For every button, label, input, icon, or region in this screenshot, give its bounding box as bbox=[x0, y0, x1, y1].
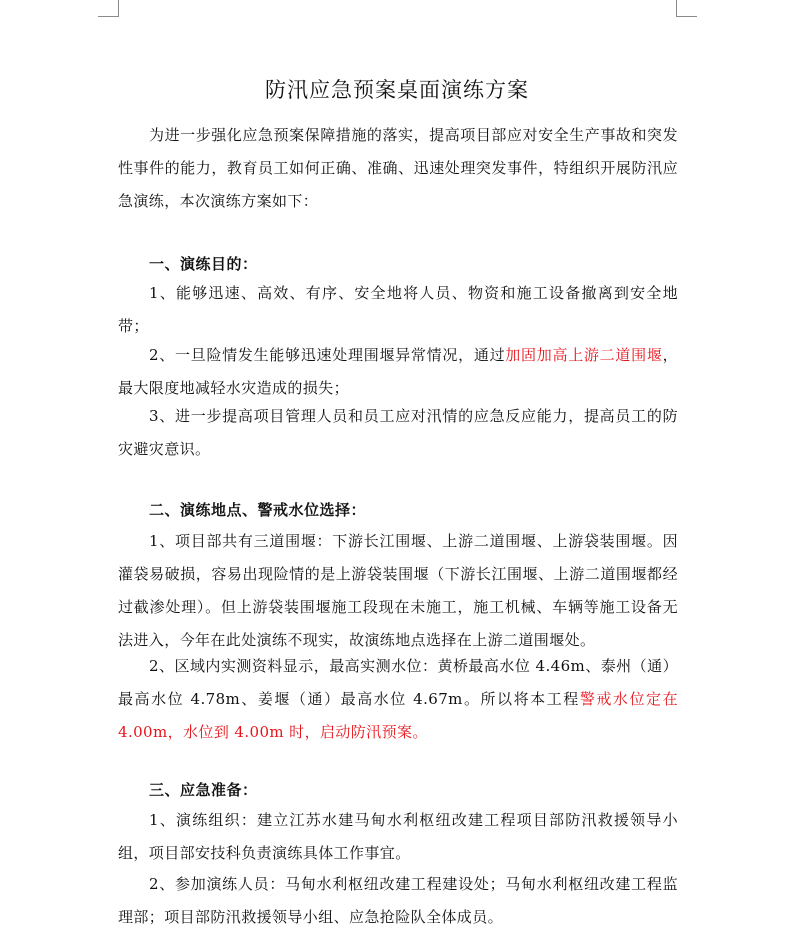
section-3-item-2: 2、参加演练人员：马甸水利枢纽改建工程建设处；马甸水利枢纽改建工程监理部；项目部防汛救援领导小组、应急抢险队全体成员。 bbox=[118, 875, 678, 926]
section-2-item-1: 1、项目部共有三道围堰：下游长江围堰、上游二道围堰、上游袋装围堰。因灌袋易破损，容易出现险情的是上游袋装围堰（下游长江围堰、上游二道围堰都经过截渗处理）。但上游袋装围堰施工段现在未施工，施工机械、车辆等施工设备无法进入，今年在此处演练不现实，故演练地点选择在上游二道围堰处。 bbox=[118, 532, 678, 649]
section-heading-3: 三、应急准备： bbox=[149, 781, 258, 799]
section-1-item-3: 3、进一步提高项目管理人员和员工应对汛情的应急反应能力，提高员工的防灾避灾意识。 bbox=[118, 407, 678, 458]
section-heading-2: 二、演练地点、警戒水位选择： bbox=[149, 501, 367, 519]
document-title: 防汛应急预案桌面演练方案 bbox=[265, 78, 529, 102]
crop-mark-top-left-h bbox=[98, 16, 119, 17]
item-text: 2、区域内实测资料显示，最高实测水位：黄桥最高水位 4.46m、泰州（通）最高水位 4.78m、姜堰（通）最高水位 4.67m。所以将本工程 bbox=[118, 657, 678, 708]
crop-mark-top-left-v bbox=[118, 0, 119, 16]
section-heading-1: 一、演练目的： bbox=[149, 255, 258, 273]
highlight-text: 警戒水位定在 4.00m，水位到 4.00m 时，启动防汛预案。 bbox=[118, 690, 678, 741]
item-text: ，最大限度地减轻水灾造成的损失； bbox=[118, 346, 678, 397]
highlight-text: 加固加高上游二道围堰 bbox=[505, 346, 663, 364]
crop-mark-top-right-v bbox=[676, 0, 677, 16]
section-2-item-2 bbox=[118, 650, 678, 749]
item-text: 2、一旦险情发生能够迅速处理围堰异常情况，通过 bbox=[149, 346, 506, 364]
section-1-item-2 bbox=[118, 339, 678, 405]
crop-mark-top-right-h bbox=[676, 16, 697, 17]
intro-paragraph: 为进一步强化应急预案保障措施的落实，提高项目部应对安全生产事故和突发性事件的能力，教育员工如何正确、准确、迅速处理突发事件，特组织开展防汛应急演练，本次演练方案如下： bbox=[118, 126, 678, 210]
section-1-item-1: 1、能够迅速、高效、有序、安全地将人员、物资和施工设备撤离到安全地带； bbox=[118, 284, 678, 335]
section-3-item-1: 1、演练组织：建立江苏水建马甸水利枢纽改建工程项目部防汛救援领导小组，项目部安技科负责演练具体工作事宜。 bbox=[118, 811, 678, 862]
